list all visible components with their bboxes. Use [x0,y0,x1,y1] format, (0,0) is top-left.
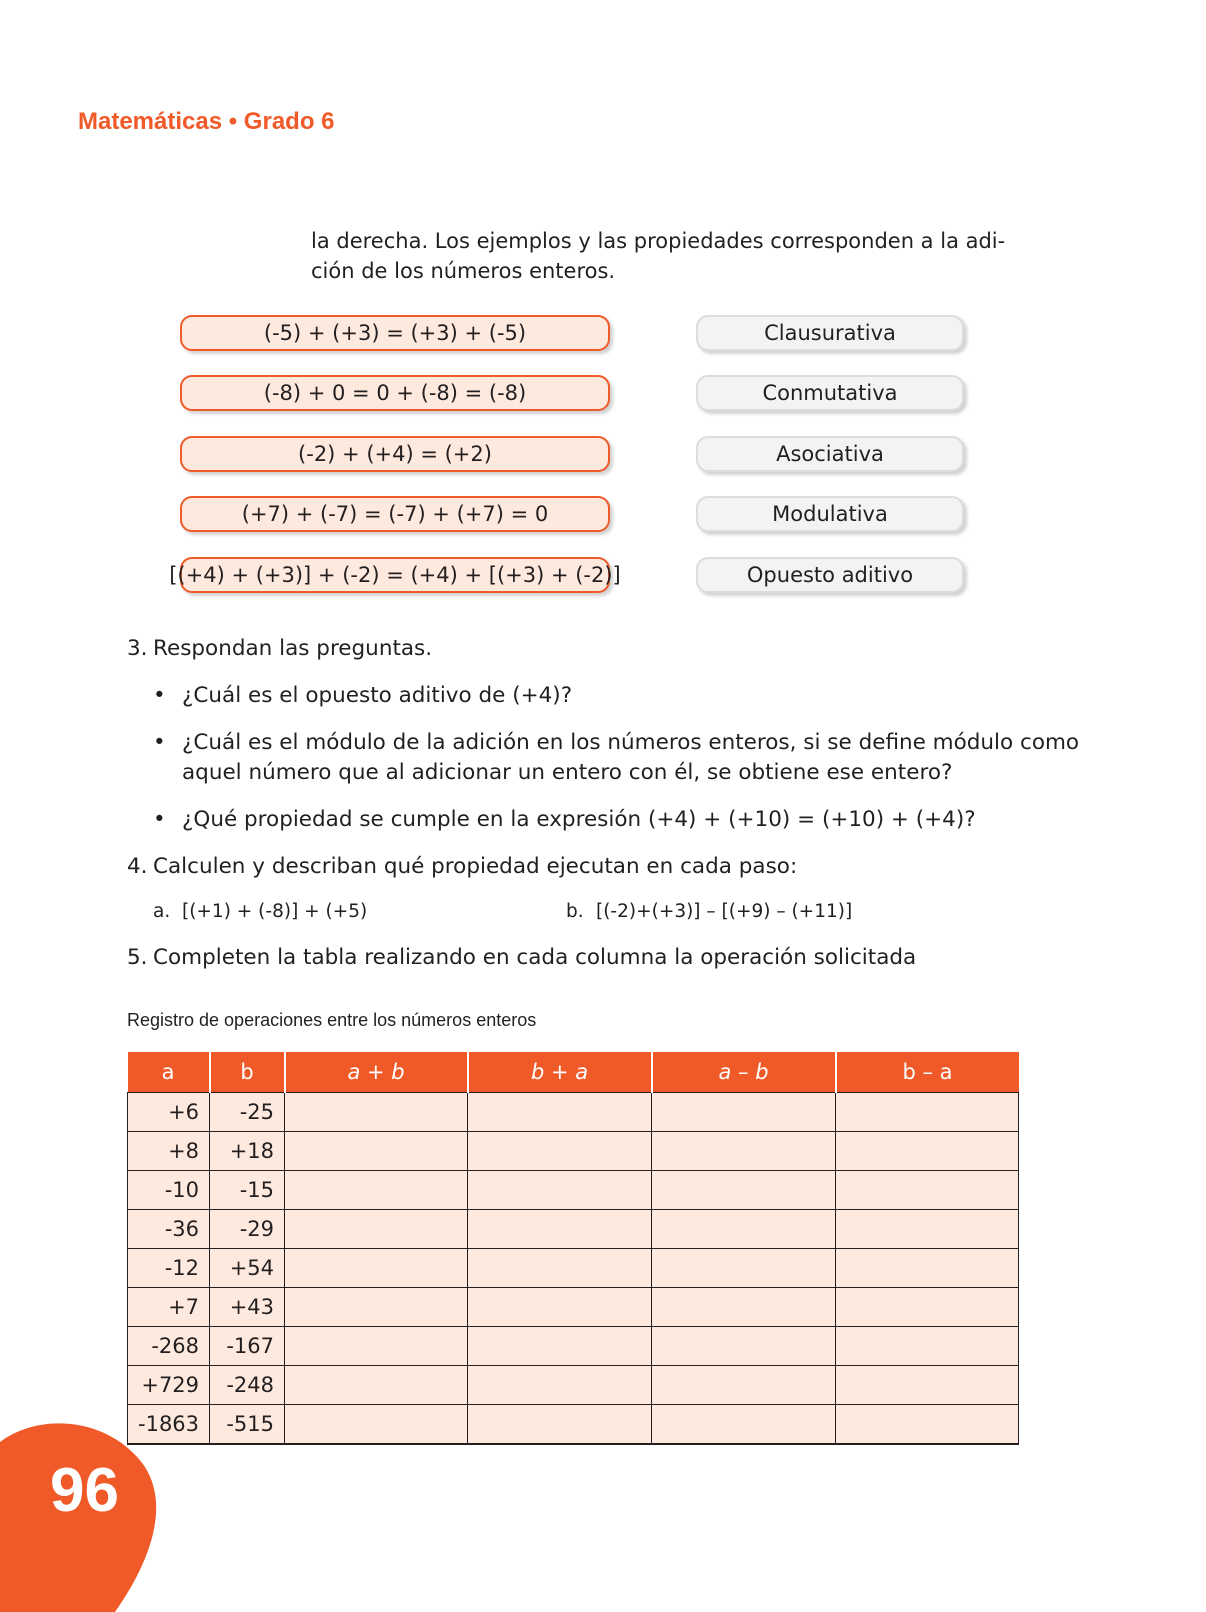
column-header-a-minus-b: a – b [652,1052,836,1093]
table-row [128,1366,1019,1405]
question-bullet: ¿Qué propiedad se cumple en la expresión (+4) + (+10) = (+10) + (+4)? [182,807,976,832]
table-row [128,1093,1019,1132]
column-header-a-plus-b: a + b [285,1052,468,1093]
answer-cell[interactable] [468,1288,652,1327]
table-row [128,1171,1019,1210]
property-pill[interactable]: Opuesto aditivo [696,557,964,593]
subitem-expression: [(+1) + (-8)] + (+5) [182,901,368,922]
question-number: 4. [127,854,148,879]
answer-cell[interactable] [285,1288,468,1327]
subitem-expression: [(-2)+(+3)] – [(+9) – (+11)] [596,901,853,922]
answer-cell[interactable] [285,1249,468,1288]
table-row [128,1210,1019,1249]
cell-a: -268 [128,1327,210,1366]
answer-cell[interactable] [468,1249,652,1288]
answer-cell[interactable] [836,1132,1019,1171]
answer-cell[interactable] [468,1210,652,1249]
cell-a: +7 [128,1288,210,1327]
table-row [128,1405,1019,1445]
question-text: Completen la tabla realizando en cada columna la operación solicitada [153,945,917,970]
answer-cell[interactable] [468,1093,652,1132]
column-header-b: b [210,1052,285,1093]
question-number: 3. [127,636,148,661]
cell-b: +43 [210,1288,285,1327]
answer-cell[interactable] [285,1366,468,1405]
answer-cell[interactable] [285,1093,468,1132]
answer-cell[interactable] [652,1405,836,1445]
answer-cell[interactable] [652,1171,836,1210]
table-row [128,1249,1019,1288]
question-text: Calculen y describan qué propiedad ejecutan en cada paso: [153,854,798,879]
bullet-icon: • [153,683,166,708]
answer-cell[interactable] [836,1366,1019,1405]
cell-a: -12 [128,1249,210,1288]
answer-cell[interactable] [652,1288,836,1327]
intro-line: la derecha. Los ejemplos y las propiedades corresponden a la adi- [311,229,1006,253]
expression-pill[interactable]: (-2) + (+4) = (+2) [180,436,610,472]
answer-cell[interactable] [468,1366,652,1405]
question-bullet: aquel número que al adicionar un entero con él, se obtiene ese entero? [182,760,953,785]
cell-b: -29 [210,1210,285,1249]
answer-cell[interactable] [652,1132,836,1171]
answer-cell[interactable] [468,1405,652,1445]
answer-cell[interactable] [285,1327,468,1366]
answer-cell[interactable] [836,1405,1019,1445]
cell-b: -15 [210,1171,285,1210]
answer-cell[interactable] [836,1249,1019,1288]
table-row [128,1288,1019,1327]
property-pill[interactable]: Conmutativa [696,375,964,411]
answer-cell[interactable] [836,1327,1019,1366]
expression-pill[interactable]: [(+4) + (+3)] + (-2) = (+4) + [(+3) + (-2)] [180,557,610,593]
property-pill[interactable]: Asociativa [696,436,964,472]
cell-a: -1863 [128,1405,210,1445]
answer-cell[interactable] [468,1132,652,1171]
table-row [128,1132,1019,1171]
answer-cell[interactable] [652,1366,836,1405]
cell-b: +54 [210,1249,285,1288]
bullet-icon: • [153,730,166,755]
question-text: Respondan las preguntas. [153,636,433,661]
table-header-row [128,1052,1019,1093]
cell-a: -36 [128,1210,210,1249]
column-header-b-minus-a: b – a [836,1052,1019,1093]
answer-cell[interactable] [285,1132,468,1171]
answer-cell[interactable] [285,1210,468,1249]
expression-pill[interactable]: (+7) + (-7) = (-7) + (+7) = 0 [180,496,610,532]
column-header-b-plus-a: b + a [468,1052,652,1093]
expression-pill[interactable]: (-5) + (+3) = (+3) + (-5) [180,315,610,351]
cell-a: +6 [128,1093,210,1132]
cell-b: -248 [210,1366,285,1405]
operations-table [127,1052,1019,1445]
cell-b: -167 [210,1327,285,1366]
question-number: 5. [127,945,148,970]
cell-a: +729 [128,1366,210,1405]
answer-cell[interactable] [836,1288,1019,1327]
cell-b: -515 [210,1405,285,1445]
answer-cell[interactable] [836,1093,1019,1132]
property-pill[interactable]: Clausurativa [696,315,964,351]
intro-line: ción de los números enteros. [311,259,616,283]
intro-paragraph [311,226,1021,286]
answer-cell[interactable] [652,1327,836,1366]
cell-b: +18 [210,1132,285,1171]
answer-cell[interactable] [652,1210,836,1249]
table-row [128,1327,1019,1366]
answer-cell[interactable] [652,1249,836,1288]
property-pill[interactable]: Modulativa [696,496,964,532]
subitem-label: a. [153,901,171,922]
cell-b: -25 [210,1093,285,1132]
question-bullet: ¿Cuál es el opuesto aditivo de (+4)? [182,683,573,708]
answer-cell[interactable] [836,1171,1019,1210]
answer-cell[interactable] [285,1405,468,1445]
page-header: Matemáticas • Grado 6 [78,108,335,135]
expression-pill[interactable]: (-8) + 0 = 0 + (-8) = (-8) [180,375,610,411]
cell-a: +8 [128,1132,210,1171]
answer-cell[interactable] [285,1171,468,1210]
subitem-label: b. [566,901,584,922]
answer-cell[interactable] [652,1093,836,1132]
answer-cell[interactable] [836,1210,1019,1249]
cell-a: -10 [128,1171,210,1210]
page-number: 96 [50,1456,119,1525]
table-caption: Registro de operaciones entre los números enteros [127,1010,537,1030]
question-bullet: ¿Cuál es el módulo de la adición en los números enteros, si se define módulo como [182,730,1080,755]
answer-cell[interactable] [468,1327,652,1366]
bullet-icon: • [153,807,166,832]
answer-cell[interactable] [468,1171,652,1210]
column-header-a: a [128,1052,210,1093]
